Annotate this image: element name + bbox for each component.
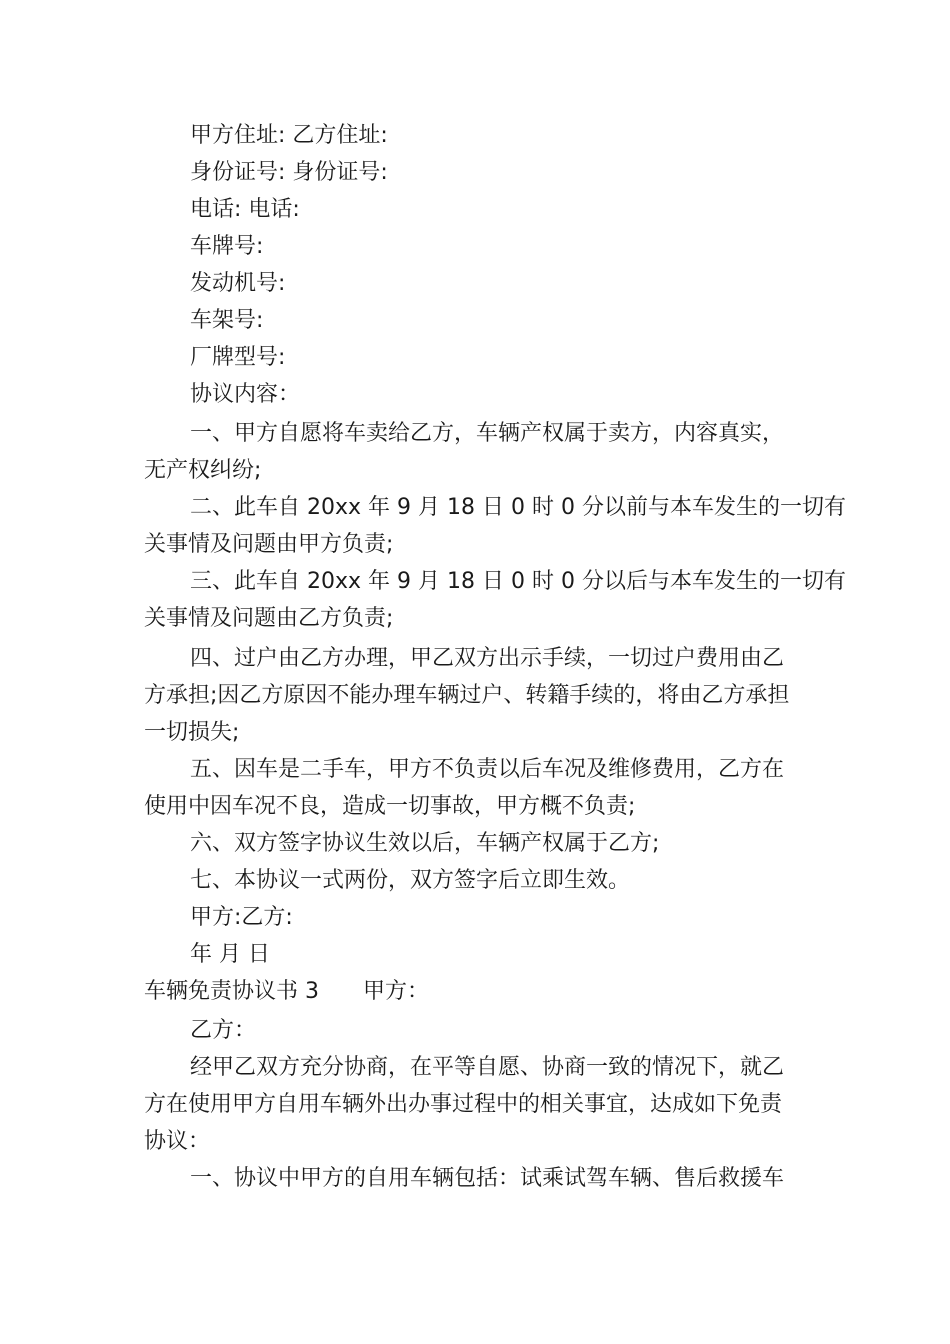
frame-number-line: 车架号:	[190, 308, 264, 333]
phone-line: 电话: 电话:	[190, 197, 300, 222]
agreement-3-intro-line-1: 经甲乙双方充分协商，在平等自愿、协商一致的情况下，就乙	[190, 1055, 785, 1080]
clause-1-line-1: 一、甲方自愿将车卖给乙方，车辆产权属于卖方，内容真实，	[190, 421, 785, 446]
agreement-3-title: 车辆免责协议书 3	[144, 979, 319, 1004]
agreement-content-heading: 协议内容：	[190, 382, 301, 407]
agreement-3-heading-row	[144, 978, 429, 1006]
clause-1-line-2: 无产权纠纷;	[144, 458, 262, 483]
agreement-3-party-a: 甲方：	[363, 979, 430, 1004]
signature-parties-line: 甲方:乙方:	[190, 905, 293, 930]
clause-6-line: 六、双方签字协议生效以后，车辆产权属于乙方;	[190, 831, 660, 856]
clause-2-line-2: 关事情及问题由甲方负责;	[144, 532, 394, 557]
clause-3-line-1: 三、此车自 20xx 年 9 月 18 日 0 时 0 分以后与本车发生的一切有	[190, 569, 846, 594]
clause-5-line-2: 使用中因车况不良，造成一切事故，甲方概不负责;	[144, 794, 636, 819]
party-address-line: 甲方住址: 乙方住址:	[190, 123, 388, 148]
agreement-3-party-b: 乙方：	[190, 1018, 257, 1043]
clause-4-line-3: 一切损失;	[144, 720, 240, 745]
clause-7-line: 七、本协议一式两份，双方签字后立即生效。	[190, 868, 631, 893]
clause-4-line-1: 四、过户由乙方办理，甲乙双方出示手续，一切过户费用由乙	[190, 646, 785, 671]
id-number-line: 身份证号: 身份证号:	[190, 160, 388, 185]
clause-5-line-1: 五、因车是二手车，甲方不负责以后车况及维修费用，乙方在	[190, 757, 785, 782]
plate-number-line: 车牌号:	[190, 234, 264, 259]
clause-3-line-2: 关事情及问题由乙方负责;	[144, 606, 394, 631]
agreement-3-intro-line-2: 方在使用甲方自用车辆外出办事过程中的相关事宜，达成如下免责	[144, 1092, 783, 1117]
clause-4-line-2: 方承担;因乙方原因不能办理车辆过户、转籍手续的，将由乙方承担	[144, 683, 790, 708]
brand-model-line: 厂牌型号:	[190, 345, 286, 370]
engine-number-line: 发动机号:	[190, 271, 286, 296]
agreement-3-clause-1-line: 一、协议中甲方的自用车辆包括：试乘试驾车辆、售后救援车	[190, 1166, 785, 1191]
date-line: 年 月 日	[190, 942, 270, 967]
agreement-3-intro-line-3: 协议：	[144, 1129, 211, 1154]
clause-2-line-1: 二、此车自 20xx 年 9 月 18 日 0 时 0 分以前与本车发生的一切有	[190, 495, 846, 520]
